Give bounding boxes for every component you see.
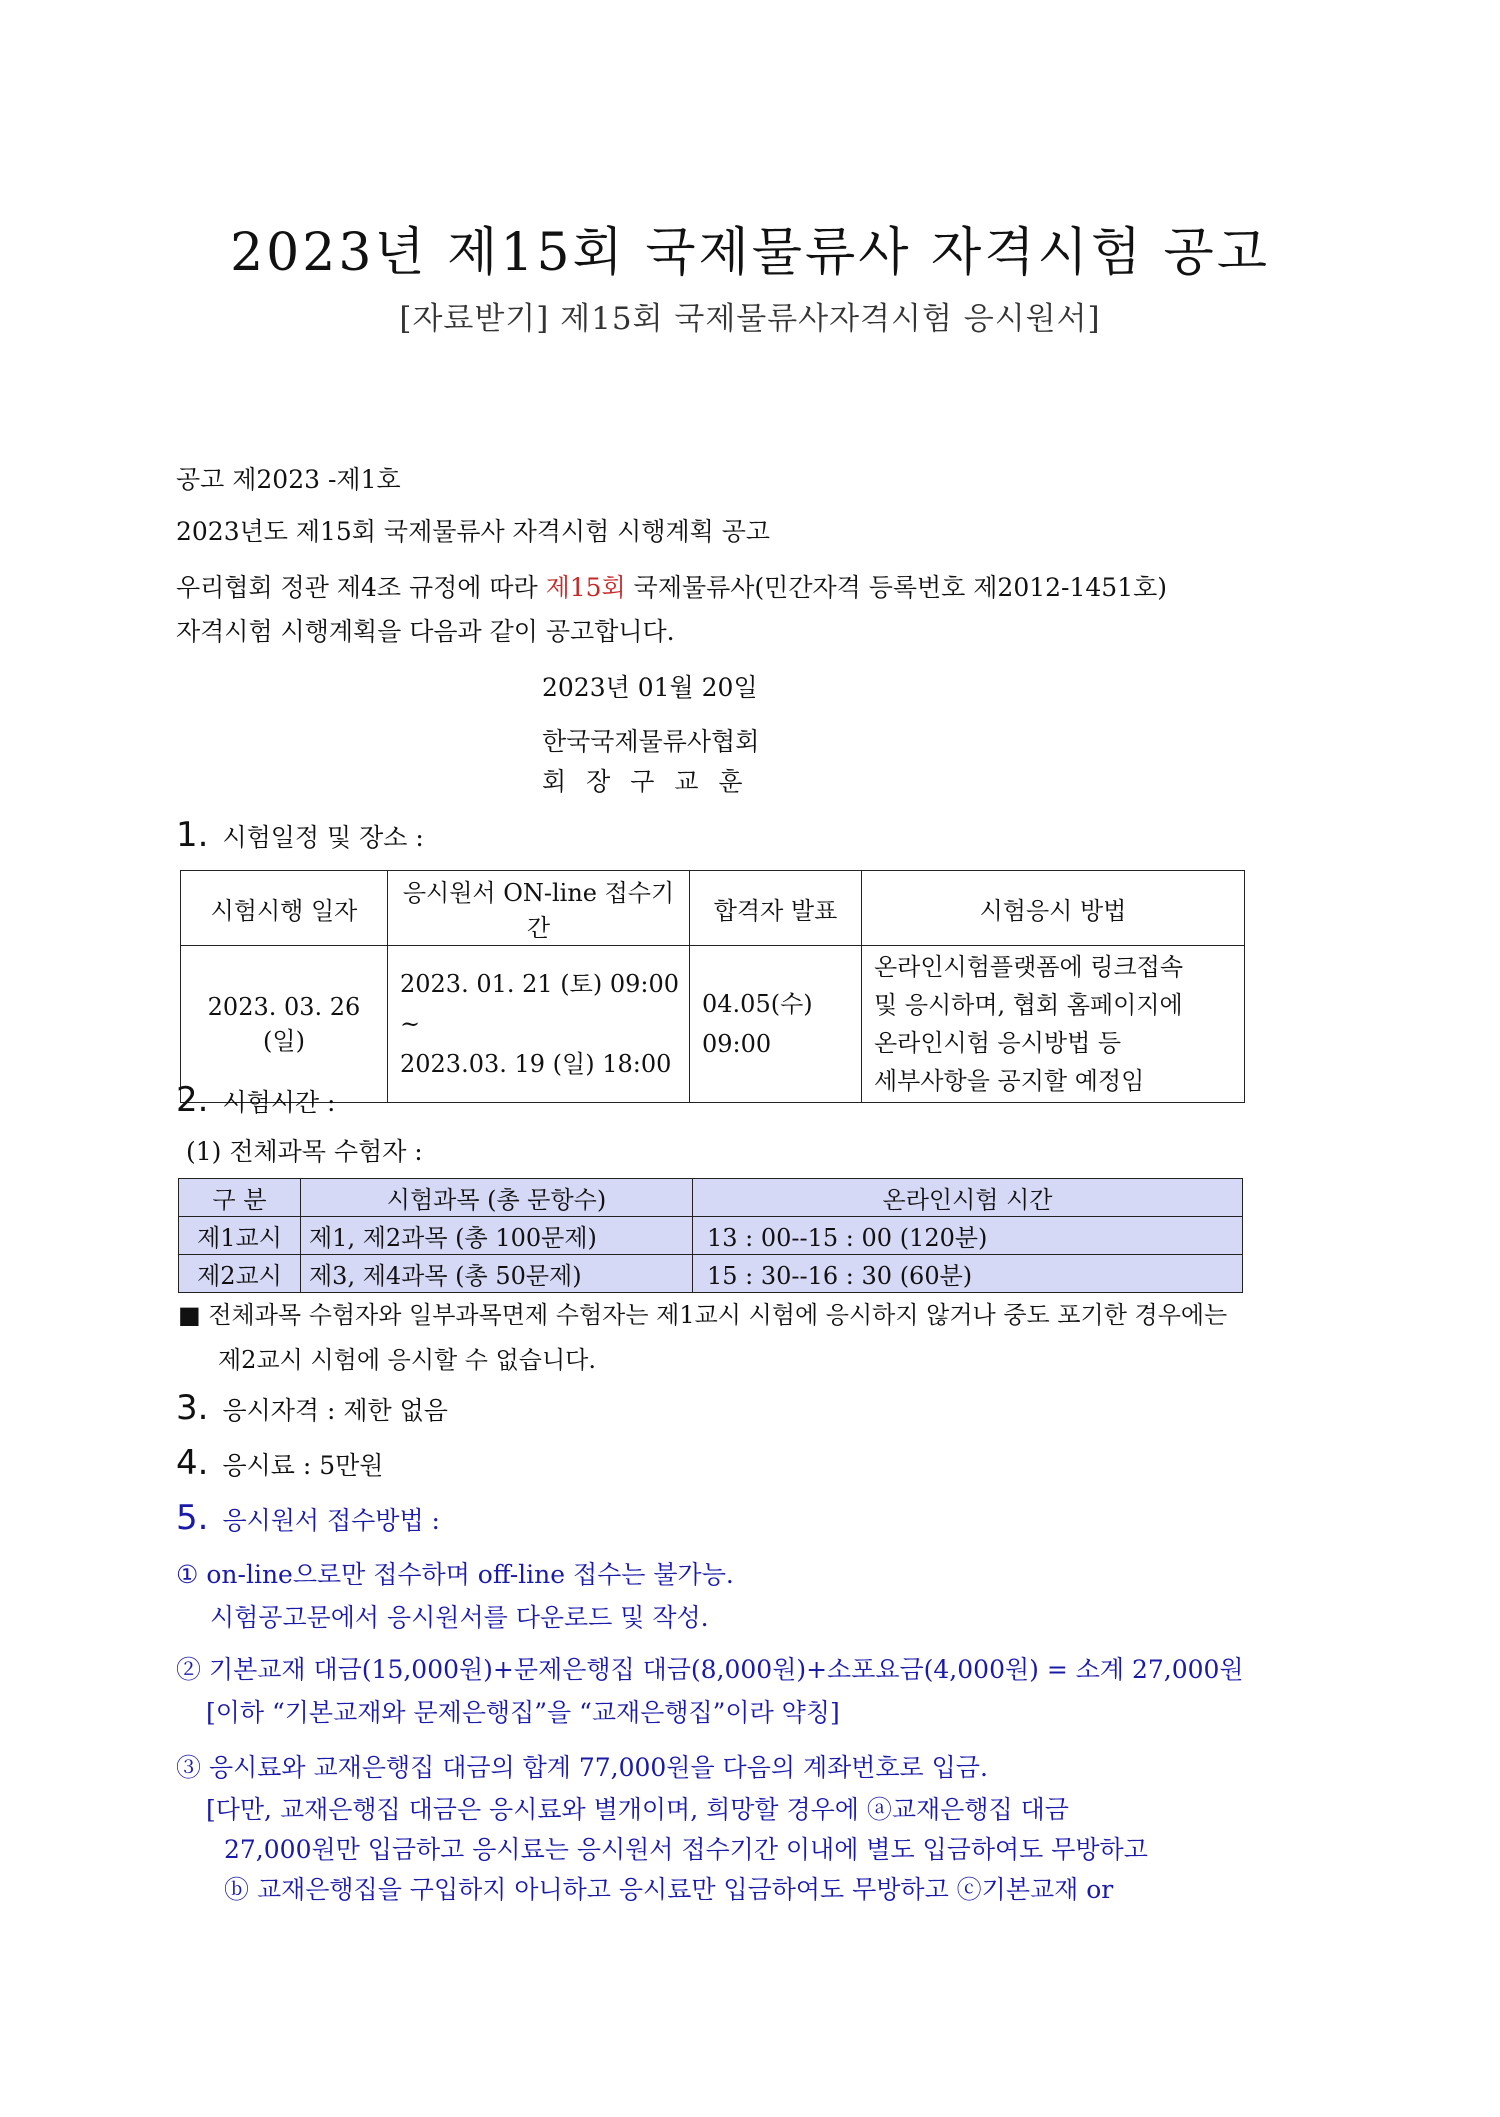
table-row — [179, 1255, 1243, 1293]
section5-title: 응시원서 접수방법 : — [222, 1506, 440, 1535]
row1-period: 제1교시 — [179, 1217, 301, 1255]
cell-exam-date: 2023. 03. 26 (일) — [181, 946, 388, 1103]
exam-note-text1: 전체과목 수험자와 일부과목면제 수험자는 제1교시 시험에 응시하지 않거나 중도 포기한 경우에는 — [208, 1301, 1228, 1329]
notice-number: 공고 제2023 -제1호 — [176, 465, 401, 494]
intro-line2: 자격시험 시행계획을 다음과 같이 공고합니다. — [176, 617, 675, 646]
intro-highlight: 제15회 — [545, 573, 626, 602]
row1-time: 13 : 00--15 : 00 (120분) — [693, 1217, 1243, 1255]
row1-subjects: 제1, 제2과목 (총 100문제) — [301, 1217, 693, 1255]
item3-line4: ⓑ 교재은행집을 구입하지 아니하고 응시료만 입금하여도 무방하고 ⓒ기본교재 or — [224, 1875, 1114, 1904]
organization-name: 한국국제물류사협회 — [542, 727, 760, 756]
item1-line1: ① on-line으로만 접수하며 off-line 접수는 불가능. — [176, 1560, 734, 1589]
row2-subjects: 제3, 제4과목 (총 50문제) — [301, 1255, 693, 1293]
section1-title: 시험일정 및 장소 : — [222, 823, 424, 852]
period-line1: 2023. 01. 21 (토) 09:00 ~ — [400, 970, 680, 1038]
exam-time-table — [178, 1178, 1243, 1293]
section4-text: 응시료 : 5만원 — [222, 1451, 384, 1480]
section3-number: 3. — [176, 1388, 209, 1428]
row2-period: 제2교시 — [179, 1255, 301, 1293]
item3-line2: [다만, 교재은행집 대금은 응시료와 별개이며, 희망할 경우에 ⓐ교재은행집 대금 — [206, 1795, 1069, 1824]
square-bullet-icon: ■ — [178, 1301, 201, 1329]
item3-line1: ③ 응시료와 교재은행집 대금의 합계 77,000원을 다음의 계좌번호로 입금. — [176, 1753, 988, 1782]
cell-application-period — [388, 946, 690, 1103]
announcement-date: 2023년 01월 20일 — [542, 673, 758, 702]
exam-note-line1 — [178, 1295, 1227, 1330]
method-line3: 온라인시험 응시방법 등 — [874, 1029, 1122, 1057]
schedule-header-row — [181, 871, 1245, 946]
exam-note-line2: 제2교시 시험에 응시할 수 없습니다. — [218, 1346, 596, 1374]
president-name: 회 장 구 교 훈 — [542, 767, 749, 796]
table-row — [179, 1217, 1243, 1255]
section2-subheading: (1) 전체과목 수험자 : — [186, 1137, 423, 1166]
schedule-row — [181, 946, 1245, 1103]
section1-number: 1. — [176, 815, 209, 855]
header-exam-date: 시험시행 일자 — [181, 871, 388, 946]
result-line2: 09:00 — [702, 1030, 772, 1058]
cell-exam-method — [862, 946, 1245, 1103]
cell-result-announcement — [690, 946, 862, 1103]
section1-heading — [176, 815, 424, 855]
row2-time: 15 : 30--16 : 30 (60분) — [693, 1255, 1243, 1293]
section4-number: 4. — [176, 1443, 209, 1483]
section3-heading — [176, 1388, 448, 1428]
section2-title: 시험시간 : — [222, 1088, 336, 1117]
header-subjects: 시험과목 (총 문항수) — [301, 1179, 693, 1217]
section5-number: 5. — [176, 1498, 209, 1538]
item2-line1: ② 기본교재 대금(15,000원)+문제은행집 대금(8,000원)+소포요금(4,000원) = 소계 27,000원 — [176, 1655, 1244, 1684]
method-line4: 세부사항을 공지할 예정임 — [874, 1067, 1145, 1095]
header-application-period: 응시원서 ON-line 접수기간 — [388, 871, 690, 946]
item2-line2: [이하 “기본교재와 문제은행집”을 “교재은행집”이라 약칭] — [206, 1698, 840, 1727]
header-period: 구 분 — [179, 1179, 301, 1217]
section2-heading — [176, 1080, 335, 1120]
intro-text-2: 국제물류사(민간자격 등록번호 제2012-1451호) — [625, 573, 1168, 602]
header-exam-method: 시험응시 방법 — [862, 871, 1245, 946]
document-subtitle: [자료받기] 제15회 국제물류사자격시험 응시원서] — [399, 301, 1101, 337]
method-line2: 및 응시하며, 협회 홈페이지에 — [874, 991, 1183, 1019]
section3-text: 응시자격 : 제한 없음 — [222, 1396, 448, 1425]
time-header-row — [179, 1179, 1243, 1217]
result-line1: 04.05(수) — [702, 990, 813, 1018]
method-line1: 온라인시험플랫폼에 링크접속 — [874, 953, 1184, 981]
document-title: 2023년 제15회 국제물류사 자격시험 공고 — [230, 223, 1270, 283]
intro-text-1: 우리협회 정관 제4조 규정에 따라 — [176, 573, 546, 602]
intro-line1 — [176, 568, 1167, 604]
header-result-announcement: 합격자 발표 — [690, 871, 862, 946]
item1-line2: 시험공고문에서 응시원서를 다운로드 및 작성. — [210, 1603, 709, 1632]
header-online-time: 온라인시험 시간 — [693, 1179, 1243, 1217]
item3-line3: 27,000원만 입금하고 응시료는 응시원서 접수기간 이내에 별도 입금하여도 무방하고 — [224, 1835, 1148, 1864]
period-line2: 2023.03. 19 (일) 18:00 — [400, 1050, 672, 1078]
schedule-table — [180, 870, 1245, 1103]
notice-title: 2023년도 제15회 국제물류사 자격시험 시행계획 공고 — [176, 517, 771, 546]
section2-number: 2. — [176, 1080, 209, 1120]
section5-heading — [176, 1498, 440, 1538]
section4-heading — [176, 1443, 383, 1483]
